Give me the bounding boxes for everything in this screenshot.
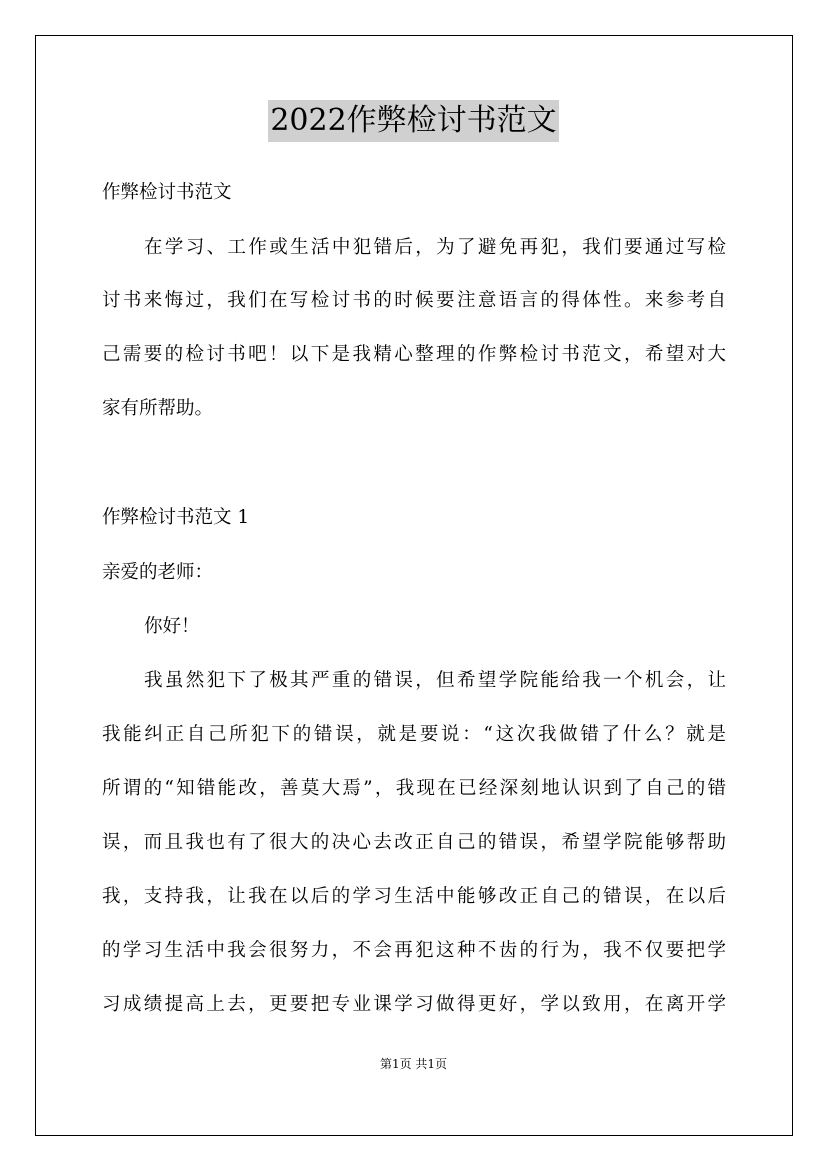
body-line-1: 我虽然犯下了极其严重的错误，但希望学院能给我一个机会，让: [144, 670, 726, 691]
intro-line-2: 讨书来悔过，我们在写检讨书的时候要注意语言的得体性。来参考自: [102, 290, 726, 311]
heading-1: 作弊检讨书范文: [102, 182, 232, 203]
body-line-3: 所谓的“知错能改，善莫大焉”，我现在已经深刻地认识到了自己的错: [102, 778, 726, 799]
body-line-4: 误，而且我也有了很大的决心去改正自己的错误，希望学院能够帮助: [102, 832, 726, 853]
greeting: 你好！: [144, 616, 200, 637]
body-line-2: 我能纠正自己所犯下的错误，就是要说：“这次我做错了什么？就是: [102, 724, 726, 745]
salutation: 亲爱的老师：: [102, 562, 214, 583]
intro-line-3: 己需要的检讨书吧！以下是我精心整理的作弊检讨书范文，希望对大: [102, 344, 726, 365]
title-container: [0, 100, 827, 142]
body-line-6: 的学习生活中我会很努力，不会再犯这种不齿的行为，我不仅要把学: [102, 940, 726, 961]
intro-line-4: 家有所帮助。: [102, 398, 214, 419]
intro-line-1: 在学习、工作或生活中犯错后，为了避免再犯，我们要通过写检: [144, 237, 726, 258]
body-line-7: 习成绩提高上去，更要把专业课学习做得更好，学以致用，在离开学: [102, 994, 726, 1015]
page-footer: 第1页 共1页: [379, 1057, 448, 1071]
document-title: 2022作弊检讨书范文: [268, 100, 558, 142]
heading-2: 作弊检讨书范文 1: [102, 507, 250, 528]
body-line-5: 我，支持我，让我在以后的学习生活中能够改正自己的错误，在以后: [102, 886, 726, 907]
